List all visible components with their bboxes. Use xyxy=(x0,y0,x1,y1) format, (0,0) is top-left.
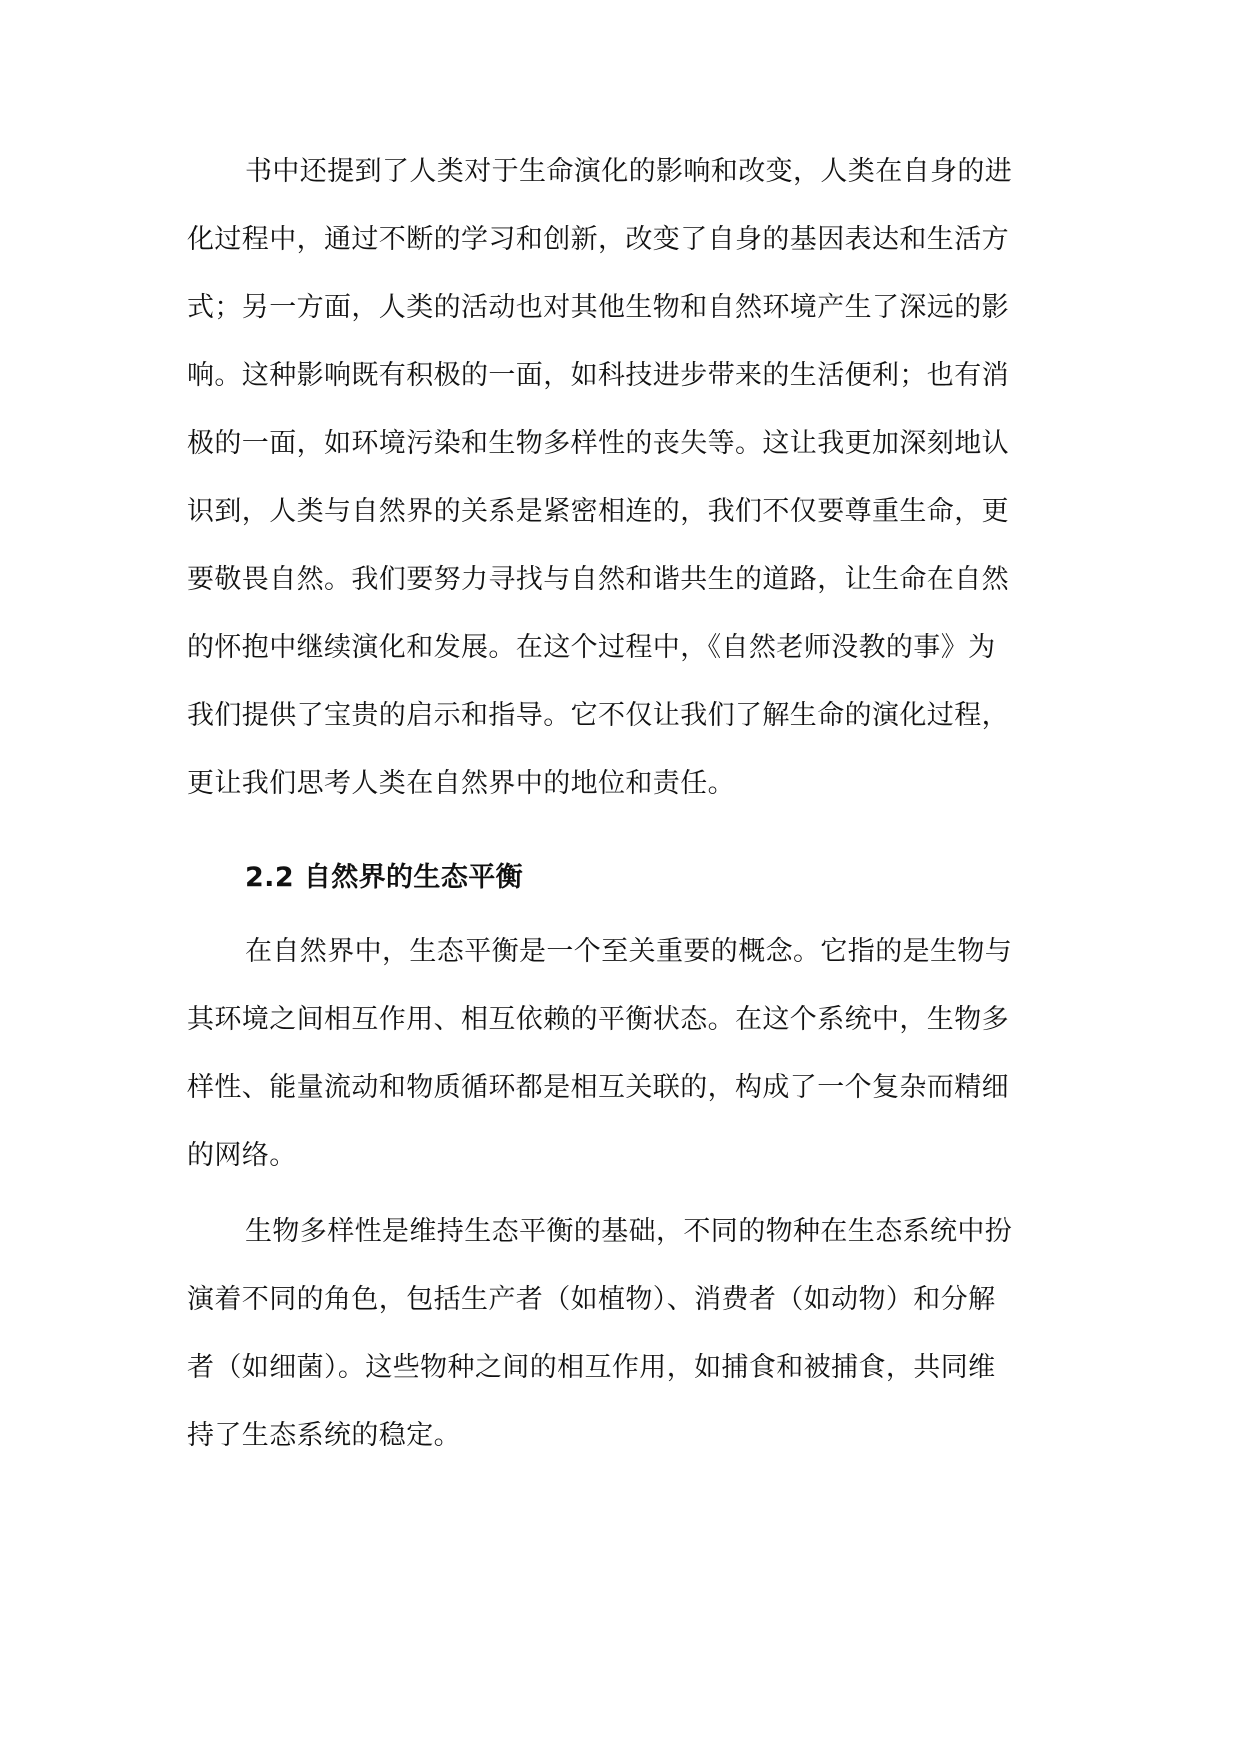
paragraph-line: 的怀抱中继续演化和发展。在这个过程中，《自然老师没教的事》为 xyxy=(187,632,996,663)
paragraph-line: 式；另一方面，人类的活动也对其他生物和自然环境产生了深远的影 xyxy=(187,292,1009,323)
paragraph-line: 其环境之间相互作用、相互依赖的平衡状态。在这个系统中，生物多 xyxy=(187,1004,1009,1035)
paragraph-line: 更让我们思考人类在自然界中的地位和责任。 xyxy=(187,768,735,799)
paragraph-line: 书中还提到了人类对于生命演化的影响和改变，人类在自身的进 xyxy=(245,156,1013,187)
paragraph-line: 的网络。 xyxy=(187,1140,297,1171)
paragraph-line: 响。这种影响既有积极的一面，如科技进步带来的生活便利；也有消 xyxy=(187,360,1009,391)
paragraph-line: 持了生态系统的稳定。 xyxy=(187,1420,461,1451)
section-heading: 2.2 自然界的生态平衡 xyxy=(245,862,524,893)
paragraph-line: 识到，人类与自然界的关系是紧密相连的，我们不仅要尊重生命，更 xyxy=(187,496,1009,527)
paragraph-line: 要敬畏自然。我们要努力寻找与自然和谐共生的道路，让生命在自然 xyxy=(187,564,1009,595)
paragraph-line: 化过程中，通过不断的学习和创新，改变了自身的基因表达和生活方 xyxy=(187,224,1009,255)
paragraph-line: 我们提供了宝贵的启示和指导。它不仅让我们了解生命的演化过程， xyxy=(187,700,1009,731)
paragraph-line: 样性、能量流动和物质循环都是相互关联的，构成了一个复杂而精细 xyxy=(187,1072,1009,1103)
paragraph-line: 在自然界中，生态平衡是一个至关重要的概念。它指的是生物与 xyxy=(245,936,1013,967)
paragraph-line: 生物多样性是维持生态平衡的基础，不同的物种在生态系统中扮 xyxy=(245,1216,1013,1247)
paragraph-line: 极的一面，如环境污染和生物多样性的丧失等。这让我更加深刻地认 xyxy=(187,428,1009,459)
paragraph-line: 者（如细菌）。这些物种之间的相互作用，如捕食和被捕食，共同维 xyxy=(187,1352,996,1383)
paragraph-line: 演着不同的角色，包括生产者（如植物）、消费者（如动物）和分解 xyxy=(187,1284,996,1315)
